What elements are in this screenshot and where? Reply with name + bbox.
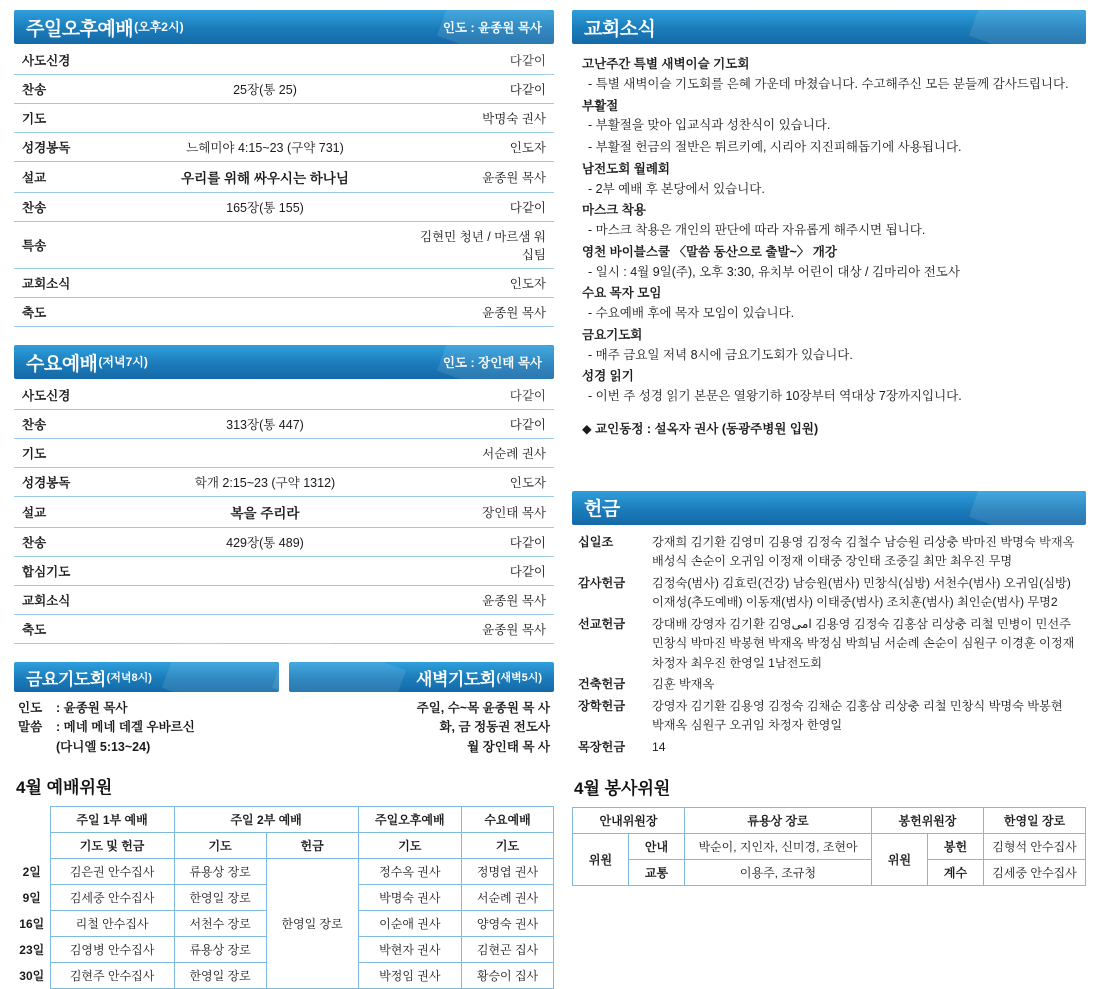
cell: 류용상 장로 [174, 937, 266, 963]
news-item [582, 201, 1082, 240]
offering-row [578, 738, 1082, 758]
news-heading: 영천 바이블스쿨 〈말씀 동산으로 출발~〉 개강 [582, 244, 837, 259]
news-item [582, 160, 1082, 199]
order-detail: 학개 2:15~23 (구약 1312) [124, 468, 404, 497]
offering-names [652, 697, 1082, 736]
column-header: 봉헌위원장 [872, 807, 984, 833]
cell: 김형석 안수집사 [984, 833, 1086, 859]
order-person: 인도자 [404, 468, 554, 497]
offering-names [652, 574, 1082, 613]
friday-prayer-details [14, 692, 279, 757]
offering-label: 목장헌금 [578, 739, 626, 754]
offering-names [652, 615, 1082, 674]
offering-row [578, 697, 1082, 736]
cell: 황승이 집사 [462, 963, 554, 989]
column-subheader: 기도 [462, 833, 554, 859]
order-detail [124, 381, 404, 410]
section-title: 수요예배 [26, 353, 98, 375]
offering-names [652, 738, 1082, 758]
news-line: - 부활절 헌금의 절반은 튀르키예, 시리아 지진피해돕기에 사용됩니다. [588, 140, 962, 154]
offering-list [572, 525, 1086, 758]
table-row [14, 133, 554, 162]
detail-value: 메네 메네 데겔 우바르신 [63, 720, 195, 735]
news-footnote [582, 420, 1082, 439]
order-person: 서순례 권사 [404, 439, 554, 468]
offering-label: 장학헌금 [578, 698, 626, 713]
column-header: 주일 2부 예배 [174, 807, 358, 833]
order-detail [124, 269, 404, 298]
order-item: 축도 [14, 298, 124, 327]
worship-committee-table [14, 806, 554, 989]
detail-label: 말씀 [18, 720, 43, 735]
order-person: 다같이 [404, 528, 554, 557]
order-person: 윤종원 목사 [404, 162, 554, 193]
order-detail: 느헤미야 4:15~23 (구약 731) [124, 133, 404, 162]
table-row [14, 859, 554, 885]
table-row [14, 298, 554, 327]
offering-label: 십일조 [578, 534, 614, 549]
table-row [14, 528, 554, 557]
detail-value: 정동권 전도사 [474, 720, 550, 735]
offering-row [578, 615, 1082, 674]
detail-value: (다니엘 5:13~24) [56, 739, 151, 754]
order-detail: 복을 주리라 [124, 497, 404, 528]
column-header-value: 한영일 장로 [984, 807, 1086, 833]
offering-names [652, 675, 1082, 695]
offering-name-line: 차정자 최우진 한영일 1남전도회 [652, 655, 822, 670]
offering-row [578, 574, 1082, 613]
news-heading: 금요기도회 [582, 327, 643, 342]
order-person: 인도자 [404, 133, 554, 162]
news-footnote-text: 교인동정 : 설옥자 권사 (동광주병원 입원) [595, 421, 819, 436]
cell-merged-offering: 한영일 장로 [266, 859, 358, 989]
cell: 김세중 안수집사 [984, 859, 1086, 885]
table-row [14, 468, 554, 497]
cell: 리철 안수집사 [50, 911, 174, 937]
order-detail: 165장(통 155) [124, 193, 404, 222]
order-detail: 우리를 위해 싸우시는 하나님 [124, 162, 404, 193]
column-subheader: 기도 및 헌금 [50, 833, 174, 859]
offering-row [578, 675, 1082, 695]
offering-name-line: 김정숙(범사) 김효린(건강) 남승원(범사) 민창식(심방) 서천수(범사) 오귀임(심방) [652, 575, 1071, 590]
order-detail [124, 615, 404, 644]
order-item: 기도 [14, 439, 124, 468]
news-line: - 매주 금요일 저녁 8시에 금요기도회가 있습니다. [588, 347, 853, 362]
detail-label: 인도 [18, 701, 43, 715]
order-table-wednesday [14, 381, 554, 644]
table-row [14, 104, 554, 133]
order-item: 축도 [14, 615, 124, 644]
table-subheader-row [14, 833, 554, 859]
order-person: 윤종원 목사 [404, 586, 554, 615]
right-column [572, 10, 1086, 886]
row-label: 16일 [19, 917, 45, 932]
news-line: - 수요예배 후에 목자 모임이 있습니다. [588, 306, 795, 320]
order-person: 다같이 [404, 410, 554, 439]
cell: 한영일 장로 [174, 963, 266, 989]
table-row [14, 615, 554, 644]
cell: 박순이, 지인자, 신미경, 조현아 [685, 833, 872, 859]
order-detail [124, 557, 404, 586]
cell: 김영병 안수집사 [50, 937, 174, 963]
cell: 이용주, 조규청 [685, 859, 872, 885]
order-item: 찬송 [14, 528, 124, 557]
order-person: 다같이 [404, 557, 554, 586]
bullet-icon: ◆ [582, 421, 592, 436]
detail-value: 장인태 목 사 [482, 739, 550, 754]
section-header-dawn-prayer [289, 662, 554, 692]
order-item: 성경봉독 [14, 133, 124, 162]
section-subtitle: (새벽5시) [496, 671, 542, 684]
offering-name-line: 강영자 김기환 김용영 김정숙 김채순 김홍삼 리상충 리철 민창식 박명숙 박봉현 [652, 698, 1063, 713]
dawn-prayer-details [289, 692, 554, 757]
row-label: 안내 [629, 833, 685, 859]
news-item [582, 284, 1082, 323]
table-row [14, 381, 554, 410]
table-row [14, 75, 554, 104]
news-line: - 특별 새벽이슬 기도회를 은혜 가운데 마쳤습니다. 수고해주신 모든 분들께 감사드립니다. [588, 76, 1069, 91]
cell: 서천수 장로 [174, 911, 266, 937]
detail-line [293, 699, 550, 718]
table-row [573, 833, 1086, 859]
row-label: 봉헌 [928, 833, 984, 859]
section-header-news [572, 10, 1086, 44]
offering-name-line: 강대배 강영자 김기환 김영امی 김용영 김정숙 김홍삼 리상충 리철 민병이 민선주 [652, 616, 1071, 631]
friday-prayer-block [14, 662, 279, 757]
offering-label: 감사헌금 [578, 575, 626, 590]
section-subtitle: (오후2시) [134, 20, 184, 34]
order-person: 다같이 [404, 46, 554, 75]
left-column [14, 10, 554, 989]
service-committee-heading: 4월 봉사위원 [574, 778, 671, 798]
offering-name-line: 박재옥 심원구 오귀임 차정자 한영일 [652, 718, 843, 733]
order-item: 찬송 [14, 75, 124, 104]
row-label: 9일 [22, 891, 41, 906]
offering-name-line: 강재희 김기환 김영미 김용영 김정숙 김철수 남승원 리상충 박마진 박명숙 박재옥 [652, 534, 1075, 549]
cell: 류용상 장로 [174, 859, 266, 885]
offering-label: 선교헌금 [578, 616, 626, 631]
table-row [14, 193, 554, 222]
cell: 정명엽 권사 [462, 859, 554, 885]
section-title: 금요기도회 [26, 669, 106, 689]
news-item [582, 55, 1082, 94]
row-label: 30일 [19, 969, 45, 984]
order-person: 장인태 목사 [404, 497, 554, 528]
detail-line: 인도 : 윤종원 목사 [18, 699, 275, 718]
column-subheader: 헌금 [266, 833, 358, 859]
order-item: 사도신경 [14, 46, 124, 75]
news-line: - 마스크 착용은 개인의 판단에 따라 자유롭게 해주시면 됩니다. [588, 223, 926, 237]
news-heading: 남전도회 월례회 [582, 161, 670, 176]
table-header-row [14, 807, 554, 833]
section-subtitle: (저녁8시) [106, 671, 152, 684]
cell: 이순애 권사 [358, 911, 461, 937]
order-item: 합심기도 [14, 557, 124, 586]
news-heading: 부활절 [582, 98, 619, 113]
table-row [14, 162, 554, 193]
section-title: 헌금 [584, 499, 620, 520]
order-person: 다같이 [404, 75, 554, 104]
order-item: 교회소식 [14, 269, 124, 298]
order-detail [124, 104, 404, 133]
section-header-friday-prayer [14, 662, 279, 692]
order-detail [124, 586, 404, 615]
order-detail [124, 439, 404, 468]
cell: 김은권 안수집사 [50, 859, 174, 885]
order-item: 성경봉독 [14, 468, 124, 497]
order-item: 설교 [14, 162, 124, 193]
prayer-meetings [14, 662, 554, 757]
order-detail: 429장(통 489) [124, 528, 404, 557]
order-person: 인도자 [404, 269, 554, 298]
order-detail [124, 46, 404, 75]
detail-label: 화, 금 [439, 720, 471, 735]
row-group-label: 위원 [872, 833, 928, 885]
order-detail: 313장(통 447) [124, 410, 404, 439]
news-heading: 고난주간 특별 새벽이슬 기도회 [582, 57, 750, 71]
order-item: 기도 [14, 104, 124, 133]
news-heading: 성경 읽기 [582, 369, 634, 384]
table-header-row [573, 807, 1086, 833]
cell: 김세중 안수집사 [50, 885, 174, 911]
dawn-prayer-block [289, 662, 554, 757]
offering-name-line: 김훈 박재옥 [652, 677, 715, 692]
cell: 정수옥 권사 [358, 859, 461, 885]
row-label: 교통 [629, 859, 685, 885]
section-header-wednesday [14, 345, 554, 379]
order-person: 윤종원 목사 [404, 298, 554, 327]
news-line: - 2부 예배 후 본당에서 있습니다. [588, 181, 765, 196]
news-item [582, 326, 1082, 365]
order-item: 찬송 [14, 410, 124, 439]
offering-row [578, 533, 1082, 572]
offering-name-line: 이재성(추도예배) 이동재(범사) 이태중(범사) 조치훈(범사) 최인순(범사) 무명2 [652, 595, 1058, 610]
detail-value: 윤종원 목 사 [482, 701, 550, 715]
order-item: 교회소식 [14, 586, 124, 615]
table-row [14, 410, 554, 439]
column-header: 주일 1부 예배 [50, 807, 174, 833]
column-header: 주일오후예배 [358, 807, 461, 833]
offering-name-line: 14 [652, 739, 666, 754]
order-person: 다같이 [404, 193, 554, 222]
corner-cell [14, 833, 50, 859]
detail-value: 윤종원 목사 [63, 701, 128, 715]
section-header-sunday-pm [14, 10, 554, 44]
worship-committee-heading: 4월 예배위원 [16, 778, 113, 798]
order-person: 박명숙 권사 [404, 104, 554, 133]
section-title: 새벽기도회 [416, 669, 496, 689]
news-item [582, 97, 1082, 157]
section-leader: 인도 : 윤종원 목사 [442, 21, 542, 35]
cell: 양영숙 권사 [462, 911, 554, 937]
news-line: - 부활절을 맞아 입교식과 성찬식이 있습니다. [588, 118, 831, 133]
order-item: 찬송 [14, 193, 124, 222]
section-title: 주일오후예배 [26, 18, 134, 40]
table-row [573, 859, 1086, 885]
news-heading: 수요 목자 모임 [582, 286, 662, 301]
table-row [14, 497, 554, 528]
order-detail [124, 298, 404, 327]
offering-label: 건축헌금 [578, 677, 626, 692]
order-item: 특송 [14, 222, 124, 269]
order-person: 다같이 [404, 381, 554, 410]
table-row [14, 222, 554, 269]
detail-line [293, 718, 550, 737]
cell: 김현주 안수집사 [50, 963, 174, 989]
detail-line [18, 738, 275, 757]
news-item [582, 367, 1082, 406]
cell: 박명숙 권사 [358, 885, 461, 911]
cell: 박현자 권사 [358, 937, 461, 963]
column-subheader: 기도 [174, 833, 266, 859]
order-item: 사도신경 [14, 381, 124, 410]
column-header-value: 류용상 장로 [685, 807, 872, 833]
column-header: 안내위원장 [573, 807, 685, 833]
order-detail: 25장(통 25) [124, 75, 404, 104]
detail-line: 말씀 : 메네 메네 데겔 우바르신 [18, 718, 275, 737]
news-list [572, 44, 1086, 439]
column-header: 수요예배 [462, 807, 554, 833]
section-title: 교회소식 [584, 18, 656, 40]
offering-name-line: 민창식 박마진 박봉현 박재옥 박정심 박희님 서순례 손순이 심원구 이경훈 이정재 [652, 636, 1075, 651]
row-group-label: 위원 [573, 833, 629, 885]
cell: 한영일 장로 [174, 885, 266, 911]
table-row [14, 439, 554, 468]
detail-label: 주일, 수~목 [416, 701, 480, 715]
column-subheader: 기도 [358, 833, 461, 859]
news-line: - 이번 주 성경 읽기 본문은 열왕기하 10장부터 역대상 7장까지입니다. [588, 389, 962, 403]
row-label: 2일 [22, 865, 41, 880]
offering-name-line: 배성식 손순이 오귀임 이정재 이태중 장인태 조중길 최만 최우진 무명 [652, 554, 1013, 569]
row-label: 23일 [19, 943, 45, 958]
news-item [582, 243, 1082, 282]
section-header-offering [572, 491, 1086, 525]
row-label: 계수 [928, 859, 984, 885]
order-item: 설교 [14, 497, 124, 528]
service-committee-table [572, 807, 1086, 886]
cell: 박정임 권사 [358, 963, 461, 989]
table-row [14, 269, 554, 298]
order-detail [124, 222, 404, 269]
cell: 서순례 권사 [462, 885, 554, 911]
cell: 김현곤 집사 [462, 937, 554, 963]
detail-label: 월 [467, 739, 480, 754]
table-row [14, 557, 554, 586]
order-person: 윤종원 목사 [404, 615, 554, 644]
order-table-sunday-pm [14, 46, 554, 327]
order-person: 김현민 청년 / 마르샘 워십팀 [404, 222, 554, 269]
table-row [14, 46, 554, 75]
news-line: - 일시 : 4월 9일(주), 오후 3:30, 유치부 어린이 대상 / 김마리아 전도사 [588, 264, 960, 279]
section-leader: 인도 : 장인태 목사 [442, 356, 542, 370]
news-heading: 마스크 착용 [582, 203, 646, 218]
offering-names [652, 533, 1082, 572]
detail-line [293, 738, 550, 757]
section-subtitle: (저녁7시) [98, 355, 148, 369]
table-row [14, 586, 554, 615]
corner-cell [14, 807, 50, 833]
